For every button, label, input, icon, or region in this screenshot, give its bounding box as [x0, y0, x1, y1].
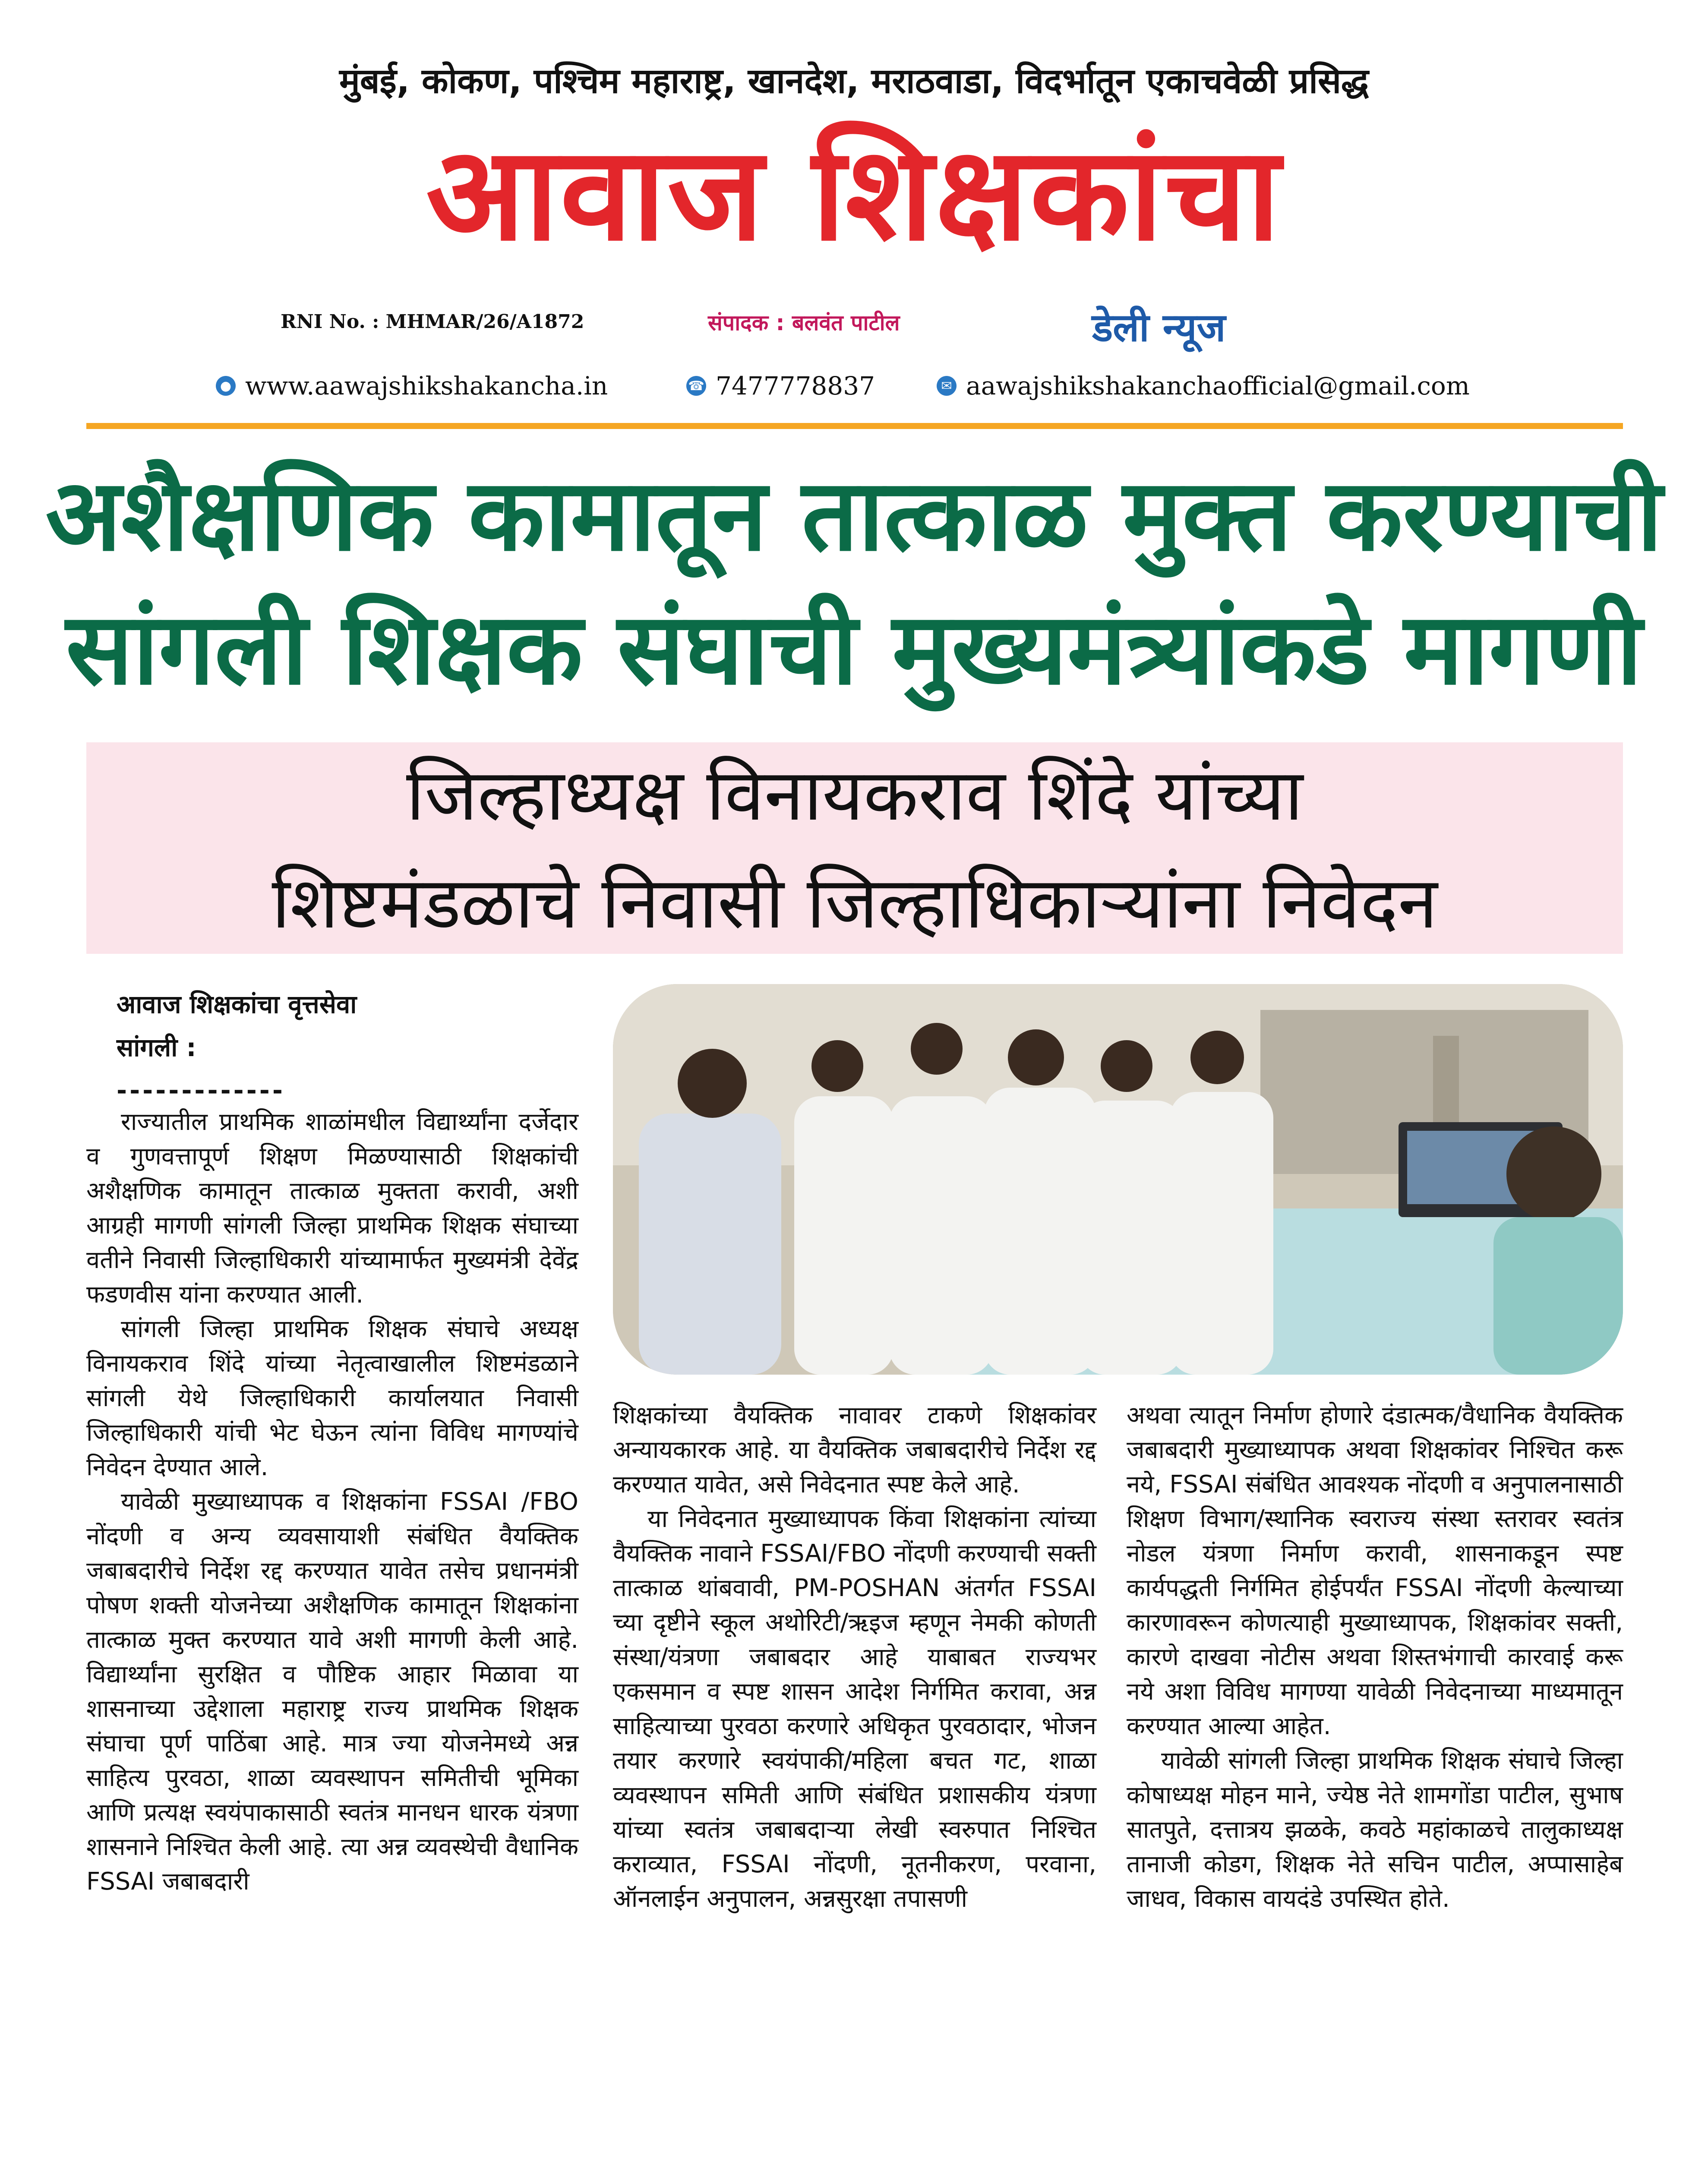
subheadline-line-1: जिल्हाध्यक्ष विनायकराव शिंदे यांच्या — [406, 754, 1303, 836]
paragraph: राज्यातील प्राथमिक शाळांमधील विद्यार्थ्यांना दर्जेदार व गुणवत्तापूर्ण शिक्षण मिळण्यासाठी शिक्षकांची अशैक्षणिक कामातून तात्काळ मुक्तता करावी, अशी आग्रही मागणी सांगली जिल्हा प्राथमिक शिक्षक संघाच्या वतीने निवासी जिल्हाधिकारी यांच्यामार्फत मुख्यमंत्री देवेंद्र फडणवीस यांना करण्यात आली. — [86, 1108, 578, 1309]
tagline: मुंबई, कोकण, पश्चिम महाराष्ट्र, खानदेश, मराठवाडा, विदर्भातून एकाचवेळी प्रसिद्ध — [339, 61, 1369, 101]
headline-line-1: अशैक्षणिक कामातून तात्काळ मुक्त करण्याची — [45, 458, 1663, 573]
column-3 — [1127, 1398, 1623, 1916]
globe-icon: ● — [216, 376, 236, 396]
phone-icon: ☎ — [686, 376, 706, 396]
edition-label: डेली न्यूज — [1092, 305, 1226, 350]
phone-text: 7477778837 — [716, 371, 875, 401]
article-photo — [613, 984, 1623, 1375]
paragraph: सांगली जिल्हा प्राथमिक शिक्षक संघाचे अध्यक्ष विनायकराव शिंदे यांच्या नेतृत्वाखालील शिष्टमंडळाने सांगली येथे जिल्हाधिकारी कार्यालयात निवासी जिल्हाधिकारी यांची भेट घेऊन त्यांना विविध मागण्यांचे निवेदन देण्यात आले. — [86, 1315, 578, 1481]
photo-illustration — [613, 984, 1623, 1375]
paragraph: यावेळी मुख्याध्यापक व शिक्षकांना FSSAI /FBO नोंदणी व अन्य व्यवसायाशी संबंधित वैयक्तिक जबाबदारीचे निर्देश रद्द करण्यात यावेत तसेच प्रधानमंत्री पोषण शक्ती योजनेच्या अशैक्षणिक कामातून शिक्षकांना तात्काळ मुक्त करण्यात यावे अशी मागणी केली आहे. विद्यार्थ्यांना सुरक्षित व पौष्टिक आहार मिळावा या शासनाच्या उद्देशाला महाराष्ट्र राज्य प्राथमिक शिक्षक संघाचा पूर्ण पाठिंबा आहे. मात्र ज्या योजनेमध्ये अन्न साहित्य पुरवठा, शाळा व्यवस्थापन समितीची भूमिका आणि प्रत्यक्ष स्वयंपाकासाठी स्वतंत्र मानधन धारक यंत्रणा शासनाने निश्चित केली आहे. त्या अन्न व्यवस्थेची वैधानिक FSSAI जबाबदारी — [86, 1488, 578, 1896]
byline-rule: ------------- — [117, 1076, 285, 1105]
paragraph: अथवा त्यातून निर्माण होणारे दंडात्मक/वैधानिक वैयक्तिक जबाबदारी मुख्याध्यापक अथवा शिक्षकांवर निश्चित करू नये, FSSAI संबंधित आवश्यक नोंदणी व अनुपालनासाठी शिक्षण विभाग/स्थानिक स्वराज्य संस्था स्तरावर स्वतंत्र नोडल यंत्रणा निर्माण करावी, शासनाकडून स्पष्ट कार्यपद्धती निर्गमित होईपर्यंत FSSAI नोंदणी केल्याच्या कारणावरून कोणत्याही मुख्याध्यापक, शिक्षकांवर सक्ती, कारणे दाखवा नोटीस अथवा शिस्तभंगाची कारवाई करू नये अशा विविध मागण्या यावेळी निवेदनाच्या माध्यमातून करण्यात आल्या आहेत. — [1127, 1401, 1623, 1740]
website-text: www.aawajshikshakancha.in — [245, 371, 608, 401]
email-contact[interactable] — [937, 371, 1470, 401]
website-contact[interactable] — [216, 371, 608, 401]
masthead-title: आवाज शिक्षकांचा — [426, 119, 1282, 269]
editor-name: संपादक : बलवंत पाटील — [708, 310, 900, 335]
column-1 — [86, 1105, 578, 1899]
header-divider — [86, 423, 1623, 429]
rni-number: RNI No. : MHMAR/26/A1872 — [281, 311, 584, 333]
byline-place: सांगली : — [117, 1033, 196, 1062]
email-text: aawajshikshakanchaofficial@gmail.com — [966, 371, 1470, 401]
paragraph: या निवेदनात मुख्याध्यापक किंवा शिक्षकांना त्यांच्या वैयक्तिक नावाने FSSAI/FBO नोंदणी करण्याची सक्ती तात्काळ थांबवावी, PM-POSHAN अंतर्गत FSSAI च्या दृष्टीने स्कूल अथोरिटी/ऋइज म्हणून नेमकी कोणती संस्था/यंत्रणा जबाबदार आहे याबाबत राज्यभर एकसमान व स्पष्ट शासन आदेश निर्गमित करावा, अन्न साहित्याच्या पुरवठा करणारे अधिकृत पुरवठादार, भोजन तयार करणारे स्वयंपाकी/महिला बचत गट, शाळा व्यवस्थापन समिती आणि संबंधित प्रशासकीय यंत्रणा यांच्या स्वतंत्र जबाबदाऱ्या लेखी स्वरुपात निश्चित कराव्यात, FSSAI नोंदणी, नूतनीकरण, परवाना, ऑनलाईन अनुपालन, अन्नसुरक्षा तपासणी — [613, 1505, 1096, 1913]
byline-agency: आवाज शिक्षकांचा वृत्तसेवा — [117, 990, 357, 1019]
paragraph: शिक्षकांच्या वैयक्तिक नावावर टाकणे शिक्षकांवर अन्यायकारक आहे. या वैयक्तिक जबाबदारीचे निर्देश रद्द करण्यात यावेत, असे निवेदनात स्पष्ट केले आहे. — [613, 1401, 1096, 1499]
phone-contact[interactable] — [686, 371, 875, 401]
subheadline-line-2: शिष्टमंडळाचे निवासी जिल्हाधिकाऱ्यांना निवेदन — [272, 861, 1438, 944]
headline-line-2: सांगली शिक्षक संघाची मुख्यमंत्र्यांकडे मागणी — [66, 592, 1642, 707]
column-2 — [613, 1398, 1096, 1916]
paragraph: यावेळी सांगली जिल्हा प्राथमिक शिक्षक संघाचे जिल्हा कोषाध्यक्ष मोहन माने, ज्येष्ठ नेते शामगोंडा पाटील, सुभाष सातपुते, दत्तात्रय झळके, कवठे महांकाळचे तालुकाध्यक्ष तानाजी कोडग, शिक्षक नेते सचिन पाटील, अप्पासाहेब जाधव, विकास वायदंडे उपस्थित होते. — [1127, 1747, 1623, 1913]
mail-icon: ✉ — [937, 376, 957, 396]
